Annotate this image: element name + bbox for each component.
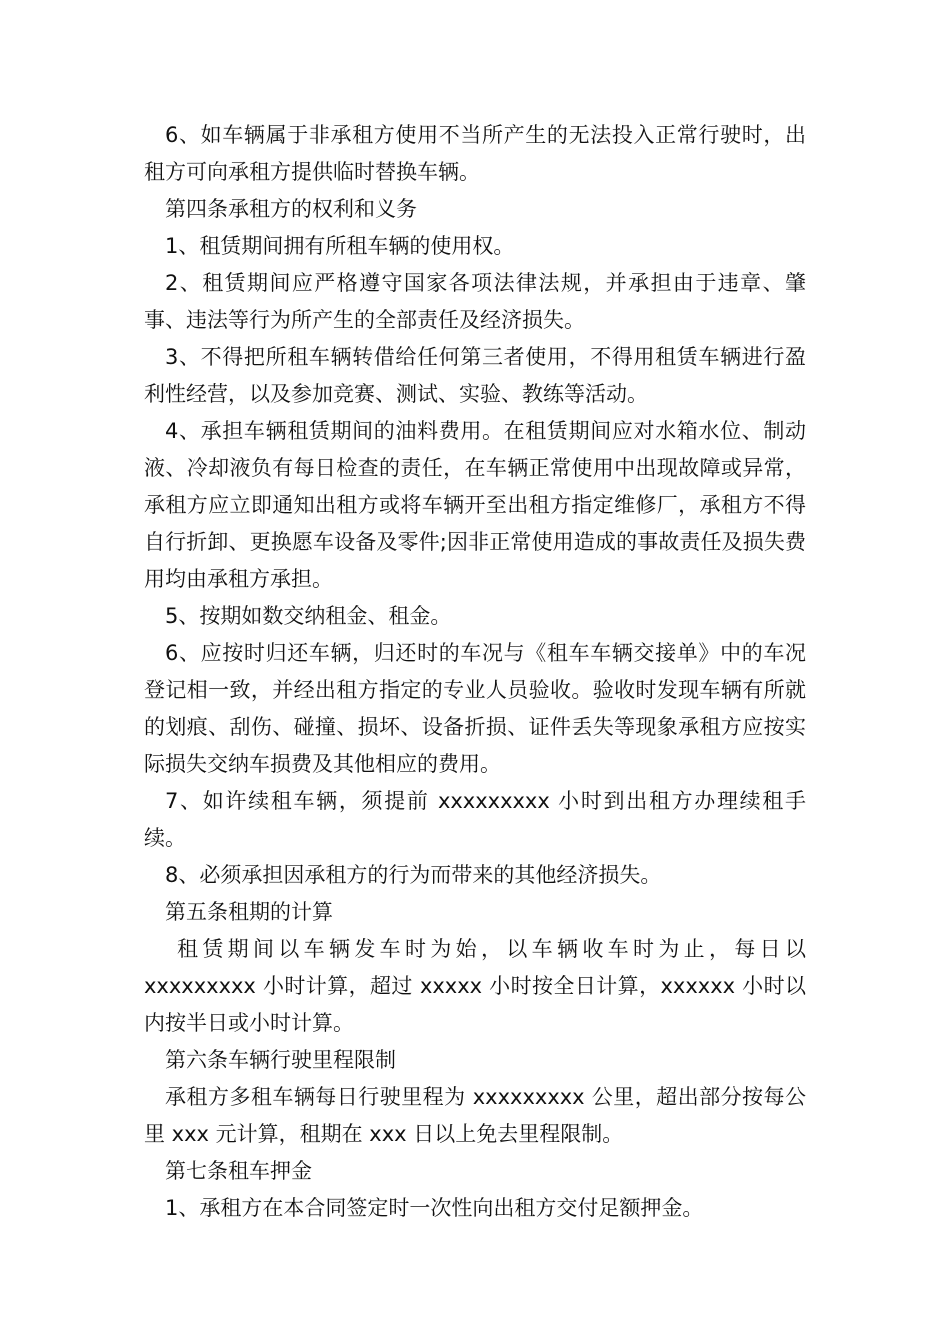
article-4-item-3: 3、不得把所租车辆转借给任何第三者使用，不得用租赁车辆进行盈利性经营，以及参加竞赛、测试、实验、教练等活动。 [144, 345, 806, 406]
article-4-item-5: 5、按期如数交纳租金、租金。 [165, 604, 452, 628]
article-4-item-4: 4、承担车辆租赁期间的油料费用。在租赁期间应对水箱水位、制动液、冷却液负有每日检查的责任，在车辆正常使用中出现故障或异常，承租方应立即通知出租方或将车辆开至出租方指定维修厂，承租方不得自行折卸、更换愿车设备及零件;因非正常使用造成的事故责任及损失费用均由承租方承担。 [144, 419, 806, 591]
article-4-item-8: 8、必须承担因承租方的行为而带来的其他经济损失。 [165, 863, 662, 887]
article-4-heading: 第四条承租方的权利和义务 [165, 197, 417, 221]
article-7-item-1: 1、承租方在本合同签定时一次性向出租方交付足额押金。 [165, 1196, 704, 1220]
article-7-heading: 第七条租车押金 [165, 1159, 312, 1183]
document-body [144, 117, 806, 1227]
article-4-item-1: 1、租赁期间拥有所租车辆的使用权。 [165, 234, 515, 258]
article-4-item-7: 7、如许续租车辆，须提前 xxxxxxxxx 小时到出租方办理续租手续。 [144, 789, 806, 850]
article-5-body: 租赁期间以车辆发车时为始，以车辆收车时为止，每日以 xxxxxxxxx 小时计算，超过 xxxxx 小时按全日计算，xxxxxx 小时以内按半日或小时计算。 [144, 937, 806, 1035]
article-4-item-2: 2、租赁期间应严格遵守国家各项法律法规，并承担由于违章、肇事、违法等行为所产生的全部责任及经济损失。 [144, 271, 806, 332]
article-5-heading: 第五条租期的计算 [165, 900, 333, 924]
article-6-body: 承租方多租车辆每日行驶里程为 xxxxxxxxx 公里，超出部分按每公里 xxx 元计算，租期在 xxx 日以上免去里程限制。 [144, 1085, 806, 1146]
article-4-item-6: 6、应按时归还车辆，归还时的车况与《租车车辆交接单》中的车况登记相一致，并经出租方指定的专业人员验收。验收时发现车辆有所就的划痕、刮伤、碰撞、损坏、设备折损、证件丢失等现象承租方应按实际损失交纳车损费及其他相应的费用。 [144, 641, 806, 776]
article-6-heading: 第六条车辆行驶里程限制 [165, 1048, 396, 1072]
clause-3-item-6: 6、如车辆属于非承租方使用不当所产生的无法投入正常行驶时，出租方可向承租方提供临时替换车辆。 [144, 123, 806, 184]
